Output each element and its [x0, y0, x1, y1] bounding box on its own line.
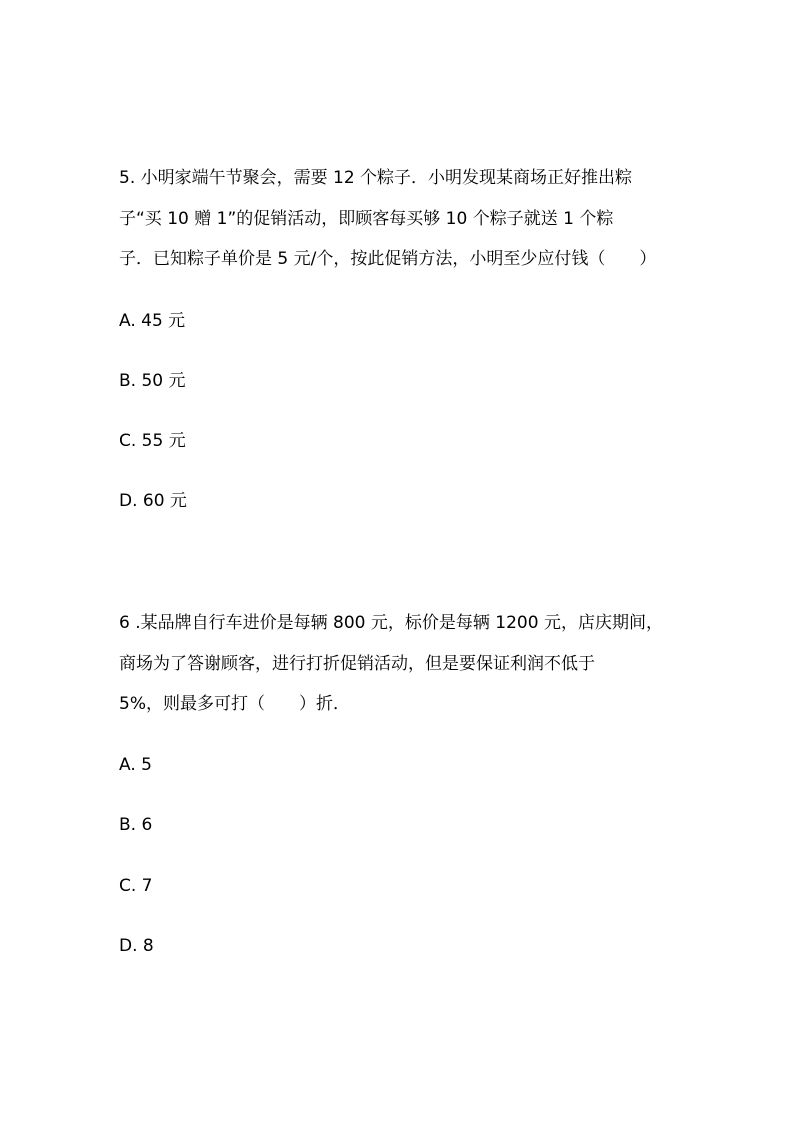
question-6-line-3: 5%，则最多可打（ ）折． [119, 694, 350, 714]
question-5-line-2: 子“买 10 赠 1”的促销活动，即顾客每买够 10 个粽子就送 1 个粽 [119, 209, 614, 229]
question-6-option-a: A. 5 [119, 755, 152, 775]
question-5-line-1: 5. 小明家端午节聚会，需要 12 个粽子．小明发现某商场正好推出粽 [119, 168, 633, 188]
question-5-option-a: A. 45 元 [119, 311, 186, 331]
question-5-line-3: 子．已知粽子单价是 5 元/个，按此促销方法，小明至少应付钱（ ） [119, 249, 657, 269]
question-6-option-b: B. 6 [119, 815, 153, 835]
question-6-line-2: 商场为了答谢顾客，进行打折促销活动，但是要保证利润不低于 [119, 654, 595, 674]
question-5-option-c: C. 55 元 [119, 431, 186, 451]
question-6-option-c: C. 7 [119, 876, 153, 896]
question-6-line-1: 6 .某品牌自行车进价是每辆 800 元，标价是每辆 1200 元，店庆期间， [119, 613, 663, 633]
question-5-option-d: D. 60 元 [119, 491, 187, 511]
question-6-option-d: D. 8 [119, 936, 154, 956]
question-5-option-b: B. 50 元 [119, 371, 186, 391]
